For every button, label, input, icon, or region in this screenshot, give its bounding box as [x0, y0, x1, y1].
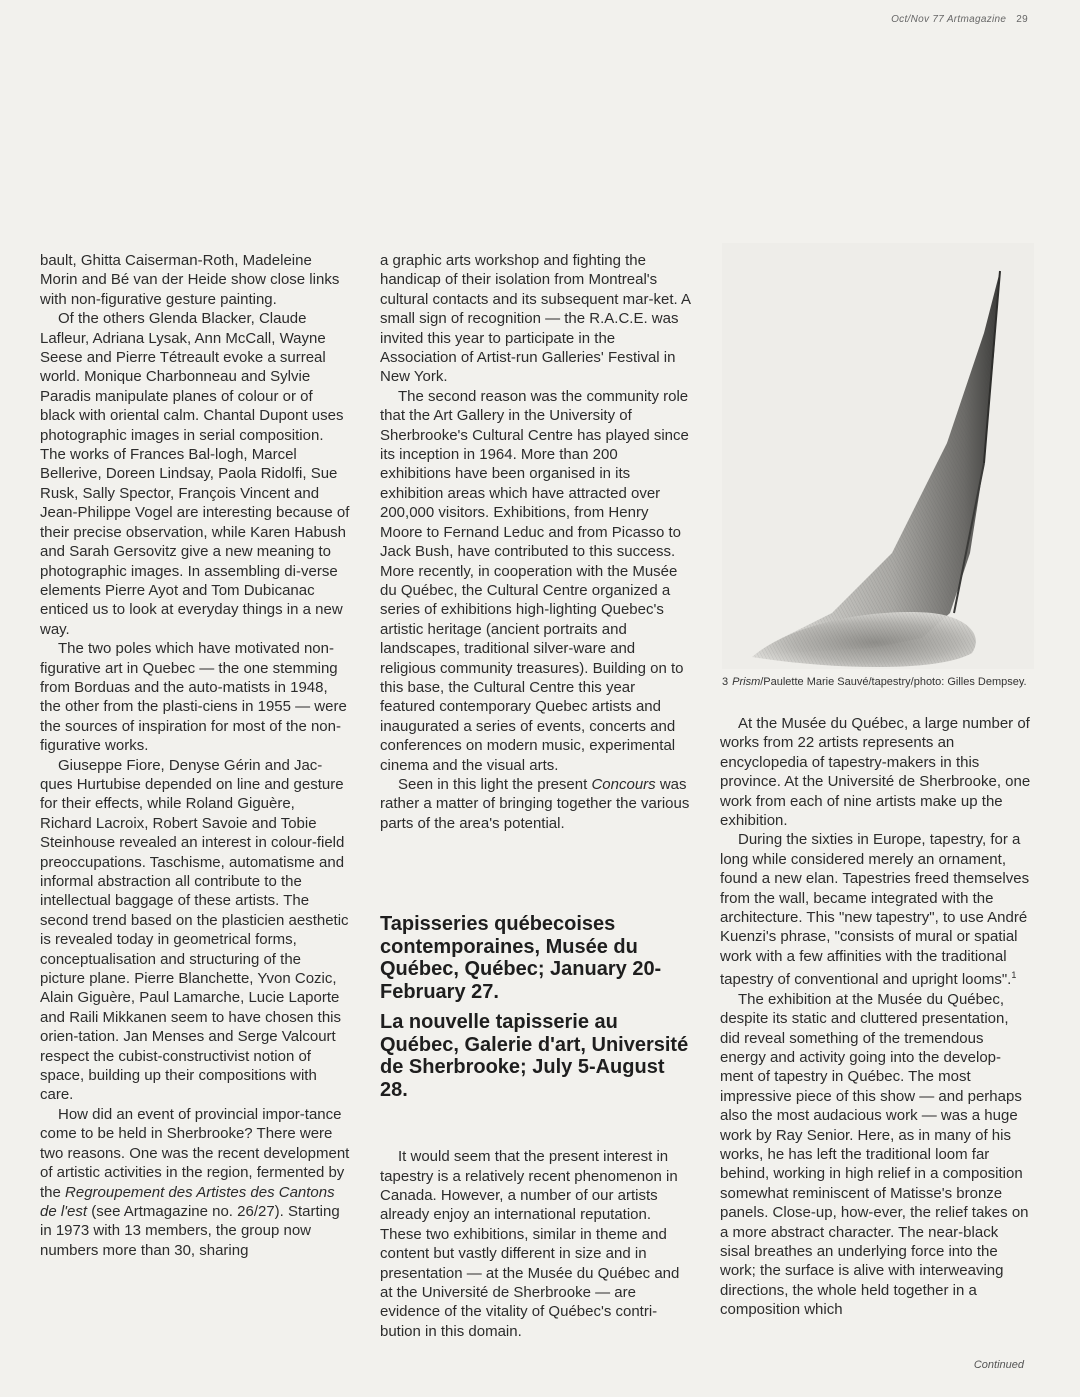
running-title: Oct/Nov 77 Artmagazine	[891, 14, 1007, 25]
col3-paragraph-1: At the Musée du Québec, a large number of works from 22 artists represents an encyclopedia of tapestry-makers in this province. At the Université de Sherbrooke, one work from each of nine artists make up the exhibition.	[720, 715, 1031, 830]
figure-caption	[722, 675, 1034, 690]
col3-paragraph-3: The exhibition at the Musée du Québec, despite its static and cluttered presentation, did reveal something of the tremendous energy and activity going into the develop-ment of tapestry in Québec. The most impressive piece of this show — and perhaps also the most audacious work — was a huge work by Ray Senior. Here, as in many of his works, he has left the traditional loom far behind, working in high relief in a composition somewhat reminiscent of Matisse's bronze panels. Close-up, how-ever, the relief takes on a more abstract character. The near-black sisal breathes an underlying force into the work; the surface is alive with interweaving directions, the whole held together in a composition which	[720, 990, 1029, 1319]
footnote-marker: 1	[1011, 970, 1017, 981]
col2-p3-text-b: was rather a matter of bringing together the various parts of the area's potential.	[380, 775, 690, 832]
figure-number: 3	[722, 676, 729, 688]
figure-caption-text: /Paulette Marie Sauvé/tapestry/photo: Gilles Dempsey.	[760, 676, 1027, 688]
col1-paragraph-5	[40, 1105, 350, 1260]
exhibition-heading-1: Tapisseries québecoises contemporaines, Musée du Québec, Québec; January 20-February 27.	[380, 913, 662, 1003]
running-head	[891, 14, 1028, 25]
figure-title: Prism	[732, 676, 761, 688]
col1-p5-italic: Regroupement des Artistes des Cantons de l'est	[40, 1183, 335, 1220]
column-3	[720, 714, 1032, 1320]
continued-label: Continued	[973, 1359, 1024, 1371]
col2-p3-text-a: Seen in this light the present	[398, 775, 592, 793]
col3-p2-text: During the sixties in Europe, tapestry, for a long while considered merely an ornament, found a new elan. Tapestries freed themselves from the wall, became integrated with the architecture. This "new tapestry", to use André Kuenzi's phrase, "consists of mural or spatial work with a few affinities with the traditional tapestry of conventional and upright looms".	[720, 831, 1030, 989]
col1-paragraph-3: The two poles which have motivated non-figurative art in Quebec — the one stemming from Borduas and the auto-matists in 1948, the other from the plasti-ciens in 1955 — were the sources of inspiration for most of the non-figurative works.	[40, 640, 347, 755]
col2-paragraph-1: a graphic arts workshop and fighting the handicap of their isolation from Montreal's cultural contacts and its subsequent mar-ket. A small sign of recognition — the R.A.C.E. was invited this year to participate in the Association of Artist-run Galleries' Festival in New York.	[380, 252, 691, 386]
exhibition-headings	[380, 913, 692, 1101]
col2-paragraph-3	[380, 775, 692, 833]
col2-p3-italic: Concours	[591, 775, 656, 793]
page-number: 29	[1016, 14, 1028, 25]
col1-p5-text-a: How did an event of provincial impor-tance come to be held in Sherbrooke? There were two reasons. One was the recent development of artistic activities in the region, fermented by the	[40, 1105, 350, 1201]
col3-paragraph-2	[720, 830, 1032, 989]
exhibition-heading-2: La nouvelle tapisserie au Québec, Galerie d'art, Université de Sherbrooke; July 5-August 28.	[380, 1011, 689, 1101]
col2-paragraph-4: It would seem that the present interest in tapestry is a relatively recent phenomenon in Canada. However, a number of our artists already enjoy an international reputation. These two exhibitions, similar in theme and content but vastly different in size and in presentation — at the Musée du Québec and at the Université de Sherbrooke — are evidence of the vitality of Québec's contri-bution in this domain.	[380, 1148, 680, 1340]
col1-p5-text-b: (see Artmagazine no. 26/27). Starting in 1973 with 13 members, the group now numbers more than 30, sharing	[40, 1202, 340, 1259]
col1-paragraph-1: bault, Ghitta Caiserman-Roth, Madeleine Morin and Bé van der Heide show close links with non-figurative gesture painting.	[40, 252, 340, 308]
col1-paragraph-2: Of the others Glenda Blacker, Claude Lafleur, Adriana Lysak, Ann McCall, Wayne Seese and Pierre Tétreault evoke a surreal world. Monique Charbonneau and Sylvie Paradis manipulate planes of colour or of black with oriental calm. Chantal Dupont uses photographic images in serial composition. The works of Frances Bal-logh, Marcel Bellerive, Doreen Lindsay, Paola Ridolfi, Sue Rusk, Sally Spector, François Vincent and Jean-Philippe Vogel are interesting because of their precise observation, while Karen Habush and Sarah Gersovitz give a new meaning to photographic images. In assembling di-verse elements Pierre Ayot and Tom Dubicanac enticed us to look at everyday things in a new way.	[40, 310, 350, 638]
col1-paragraph-4: Giuseppe Fiore, Denyse Gérin and Jac-ques Hurtubise depended on line and gesture for their effects, while Roland Giguère, Richard Lacroix, Robert Savoie and Tobie Steinhouse revealed an interest in colour-field preoccupations. Taschisme, automatisme and informal abstraction all contribute to the intellectual baggage of these artists. The second trend based on the plasticien aesthetic is revealed today in geometrical forms, conceptualisation and structuring of the picture plane. Pierre Blanchette, Yvon Cozic, Alain Giguère, Paul Lamarche, Lucie Laporte and Raili Mikkanen seem to have chosen this orien-tation. Jan Menses and Serge Valcourt respect the cubist-constructivist notion of space, building up their compositions with care.	[40, 756, 349, 1104]
col2-paragraph-2: The second reason was the community role that the Art Gallery in the University of Sherbrooke's Cultural Centre has played since its inception in 1964. More than 200 exhibitions have been organised in its exhibition areas which have attracted over 200,000 visitors. Exhibitions, from Henry Moore to Fernand Leduc and from Picasso to Jack Bush, have contributed to this success. More recently, in cooperation with the Musée du Québec, the Cultural Centre organized a series of exhibitions high-lighting Quebec's artistic heritage (ancient portraits and landscapes, traditional silver-ware and religious community treasures). Building on to this base, the Cultural Centre this year featured contemporary Quebec artists and inaugurated a series of events, concerts and conferences on modern music, experimental cinema and the visual arts.	[380, 387, 689, 774]
column-2	[380, 251, 692, 1341]
tapestry-photo	[722, 243, 1034, 669]
column-1	[40, 251, 350, 1260]
